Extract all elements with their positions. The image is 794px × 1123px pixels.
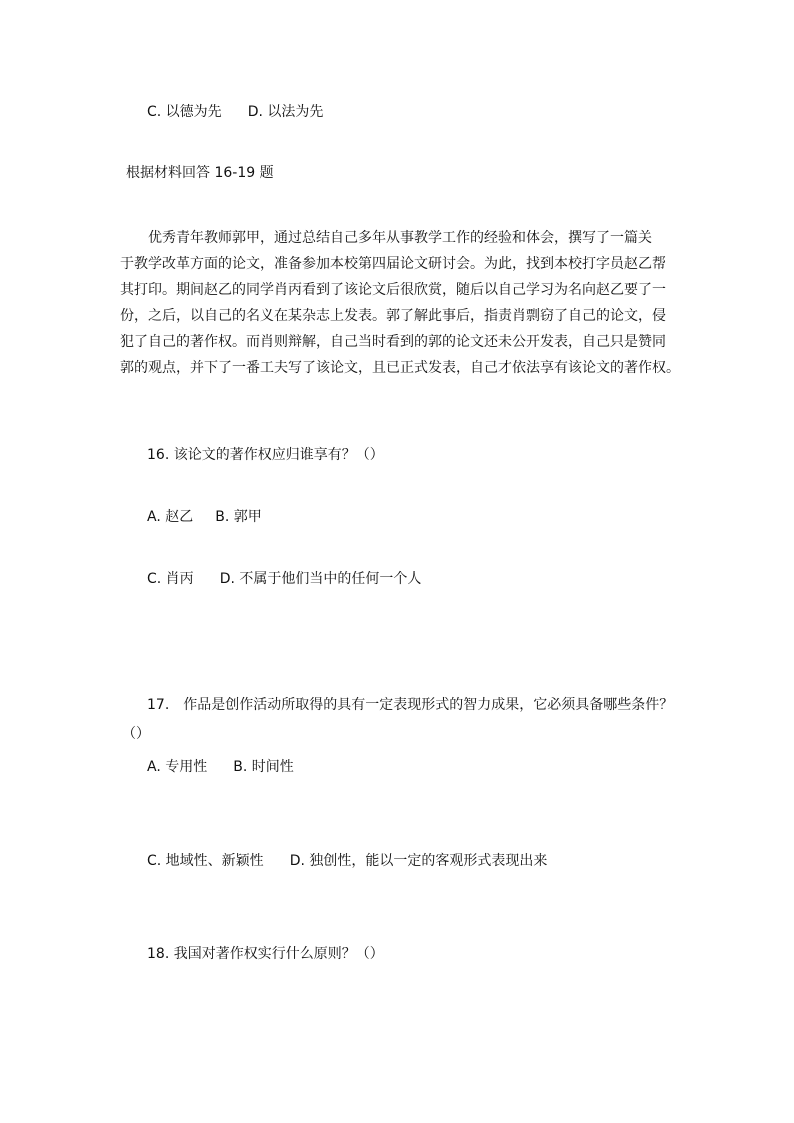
q18-stem: 18. 我国对著作权实行什么原则？（）	[147, 946, 384, 962]
q17-option-d: D. 独创性，能以一定的客观形式表现出来	[289, 853, 548, 869]
q17-options-cd	[147, 851, 547, 871]
q16-options-cd	[147, 569, 421, 589]
q17-option-c: C. 地域性、新颖性	[147, 853, 264, 869]
q17-option-b: B. 时间性	[233, 759, 294, 775]
q15-option-d: D. 以法为先	[247, 104, 324, 120]
q15-option-c: C. 以德为先	[147, 104, 222, 120]
q16-option-d: D. 不属于他们当中的任何一个人	[219, 571, 422, 587]
q16-option-b: B. 郭甲	[215, 509, 262, 525]
q16-stem: 16. 该论文的著作权应归谁享有？（）	[147, 447, 384, 463]
q17-stem-line-1: 17. 作品是创作活动所取得的具有一定表现形式的智力成果，它必须具备哪些条件？	[147, 697, 674, 713]
q16-option-a: A. 赵乙	[147, 509, 194, 525]
material-line-2: 于教学改革方面的论文，准备参加本校第四届论文研讨会。为此，找到本校打字员赵乙帮	[120, 256, 666, 272]
q16-options-ab	[147, 507, 262, 527]
material-paragraph	[120, 225, 680, 381]
q17-stem-line-2: （）	[122, 726, 150, 742]
q16-option-c: C. 肖丙	[147, 571, 194, 587]
material-line-3: 其打印。期间赵乙的同学肖丙看到了该论文后很欣赏，随后以自己学习为名向赵乙要了一	[120, 282, 666, 298]
q15-options-cd	[147, 102, 323, 122]
material-line-5: 犯了自己的著作权。而肖则辩解，自己当时看到的郭的论文还未公开发表，自己只是赞同	[120, 334, 666, 350]
q17-option-a: A. 专用性	[147, 759, 208, 775]
material-line-6: 郭的观点，并下了一番工夫写了该论文，且已正式发表，自己才依法享有该论文的著作权。	[120, 360, 680, 376]
material-line-4: 份，之后，以自己的名义在某杂志上发表。郭了解此事后，指责肖剽窃了自己的论文，侵	[120, 308, 666, 324]
material-line-1: 优秀青年教师郭甲，通过总结自己多年从事教学工作的经验和体会，撰写了一篇关	[120, 230, 652, 246]
section-intro: 根据材料回答 16-19 题	[126, 165, 274, 181]
q17-options-ab	[147, 757, 294, 777]
